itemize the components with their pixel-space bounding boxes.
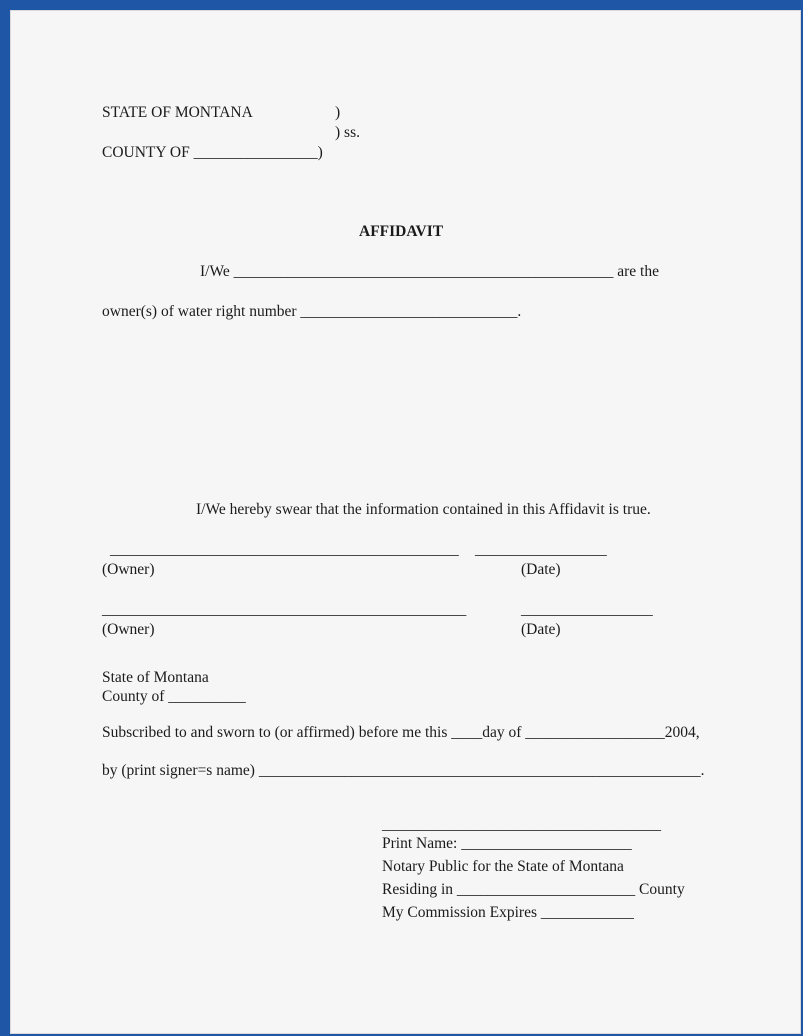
notary-public-title: Notary Public for the State of Montana [382,858,624,875]
state-caption: STATE OF MONTANA [102,104,253,121]
date-line-2: _________________ [521,601,653,618]
notary-print-name: Print Name: ______________________ [382,835,632,852]
intro-line-water-right: owner(s) of water right number ____________________________. [102,303,522,320]
caption-paren: ) [335,104,341,121]
document-title: AFFIDAVIT [359,223,444,240]
jurat-county: County of __________ [102,688,246,705]
owner-label-1: (Owner) [102,561,155,578]
ss-caption: ) ss. [335,124,360,141]
affidavit-page [10,10,801,1034]
notary-signature-line: ____________________________________ [382,816,661,833]
jurat-state: State of Montana [102,669,209,686]
intro-line-owners: I/We _________________________________________________ are the [200,263,659,280]
owner-signature-line-2: _______________________________________________ [102,601,467,618]
date-label-2: (Date) [521,621,561,638]
jurat-subscribed: Subscribed to and sworn to (or affirmed) before me this ____day of __________________2004, [102,724,700,741]
owner-signature-line-1: _____________________________________________ [110,541,459,558]
notary-commission: My Commission Expires ____________ [382,904,634,921]
swear-statement: I/We hereby swear that the information contained in this Affidavit is true. [196,501,651,518]
jurat-signer-name: by (print signer=s name) _________________________________________________________. [102,762,705,779]
notary-residing: Residing in _______________________ County [382,881,685,898]
owner-label-2: (Owner) [102,621,155,638]
county-caption: COUNTY OF ________________) [102,144,323,161]
date-label-1: (Date) [521,561,561,578]
date-line-1: _________________ [475,541,607,558]
